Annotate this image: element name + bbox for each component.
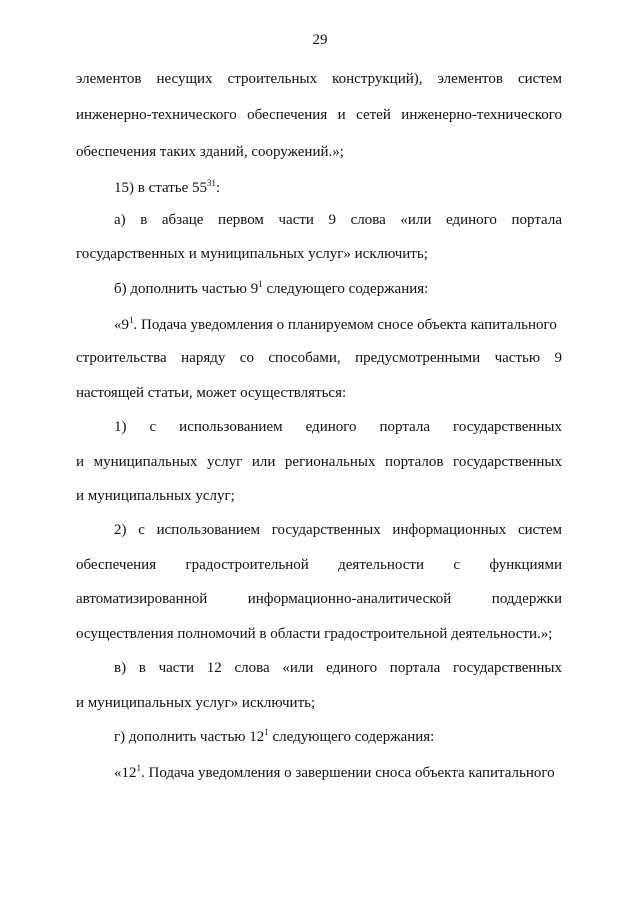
text-fragment: : — [216, 180, 221, 196]
text-line: 2) с использованием государственных информационных систем — [114, 522, 562, 538]
text-line: элементов несущих строительных конструкций), элементов систем — [76, 71, 562, 87]
superscript: 1 — [264, 727, 269, 737]
page-number: 29 — [312, 32, 328, 48]
text-line — [114, 316, 562, 334]
text-line — [114, 764, 562, 782]
text-line: и муниципальных услуг или региональных порталов государственных — [76, 454, 562, 470]
text-line: автоматизированной информационно-аналитической поддержки — [76, 591, 562, 607]
text-fragment: г) дополнить частью 12 — [114, 729, 265, 745]
text-fragment: «9 — [114, 317, 129, 333]
text-line: государственных и муниципальных услуг» исключить; — [76, 246, 428, 262]
superscript: 1 — [129, 315, 134, 325]
text-fragment: следующего содержания: — [268, 729, 435, 745]
text-line — [114, 280, 562, 298]
text-line — [114, 179, 562, 197]
text-fragment: следующего содержания: — [262, 281, 429, 297]
text-fragment: . Подача уведомления о планируемом сносе объекта капитального — [133, 317, 557, 333]
superscript: 1 — [258, 279, 263, 289]
text-line: а) в абзаце первом части 9 слова «или единого портала — [114, 212, 562, 228]
text-line: настоящей статьи, может осуществляться: — [76, 385, 347, 401]
text-line: 1) с использованием единого портала государственных — [114, 419, 562, 435]
text-line: инженерно-технического обеспечения и сетей инженерно-технического — [76, 107, 562, 123]
text-fragment: . Подача уведомления о завершении сноса объекта капитального — [141, 765, 555, 781]
text-line: строительства наряду со способами, предусмотренными частью 9 — [76, 350, 562, 366]
text-line: и муниципальных услуг; — [76, 488, 235, 504]
text-line — [114, 728, 562, 746]
text-line: осуществления полномочий в области градостроительной деятельности.»; — [76, 626, 553, 642]
text-line: и муниципальных услуг» исключить; — [76, 695, 316, 711]
superscript: 1 — [136, 763, 141, 773]
text-line: обеспечения таких зданий, сооружений.»; — [76, 144, 344, 160]
text-fragment: 15) в статье 55 — [114, 180, 208, 196]
text-fragment: б) дополнить частью 9 — [114, 281, 259, 297]
text-fragment: «12 — [114, 765, 137, 781]
text-line: в) в части 12 слова «или единого портала государственных — [114, 660, 562, 676]
text-line: обеспечения градостроительной деятельности с функциями — [76, 557, 562, 573]
superscript: 31 — [207, 178, 217, 188]
